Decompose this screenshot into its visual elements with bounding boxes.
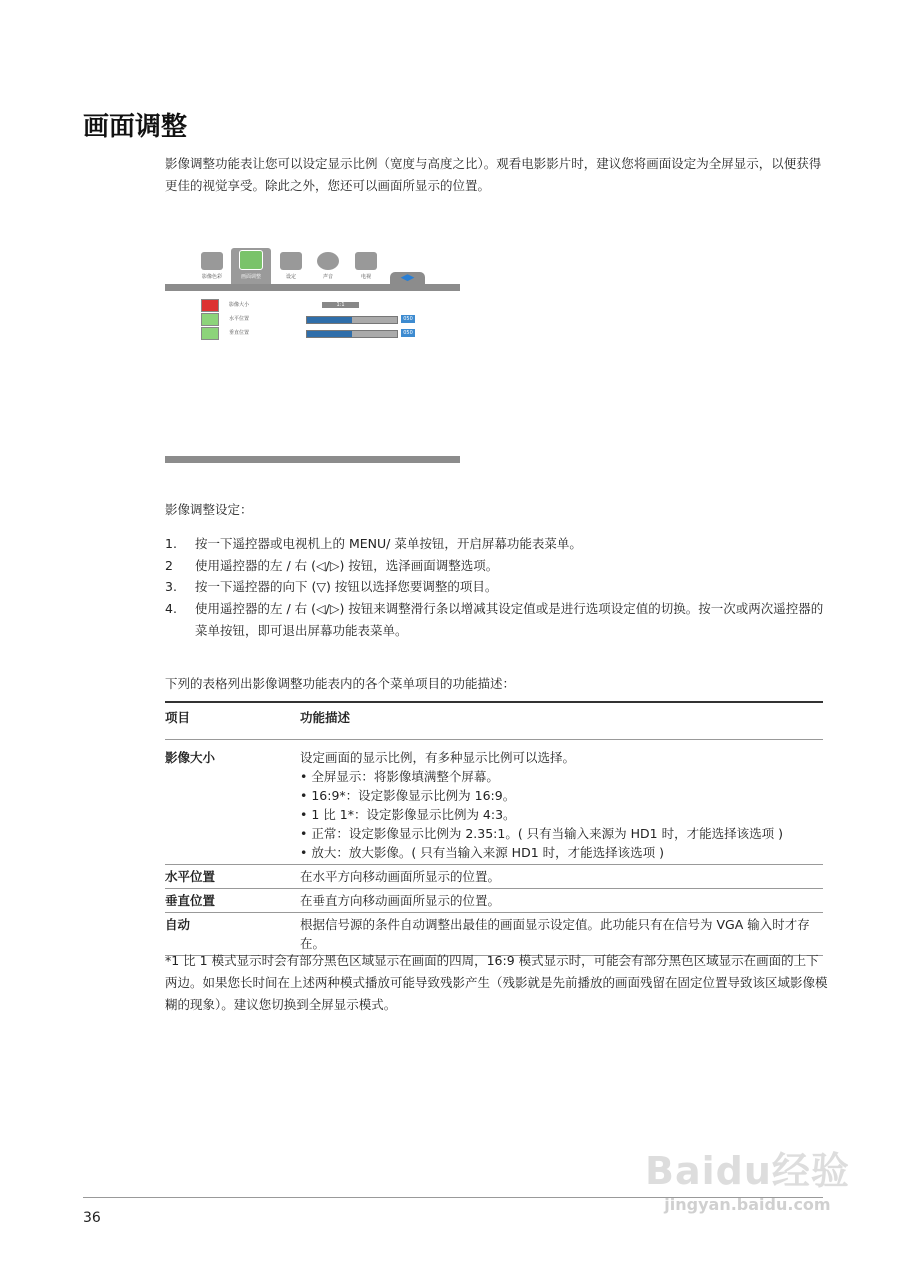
- menu-bar: [165, 284, 460, 291]
- h-position-icon: [201, 313, 219, 326]
- osd-menu-illustration: 影像色彩 画面调整 设定 声音 电视 ◀▶ 影像大小 1:1 水平位置 050 垂直位置 050: [165, 245, 460, 467]
- nav-arrows-icon: ◀▶: [390, 272, 425, 285]
- description-cell: [300, 865, 823, 889]
- manual-page: 画面调整 影像调整功能表让您可以设定显示比例（宽度与高度之比）。观看电影影片时，建议您将画面设定为全屏显示，以便获得更佳的视觉享受。除此之外，您还可以画面所显示的位置。 影像色彩 画面调整 设定 声音 电视 ◀▶ 影像大小 1:1 水平位置 050 垂直位置 050 影像调整设定： 1. 按一下遥控器或电视机上的 MENU/ 菜单按钮，开启屏幕功能表菜单。 2 使用遥控器的左 / 右 (◁/▷) 按钮，选泽画面调整选项。 3. 按一下遥控器的向下 (▽) 按钮以选择您要调整的项目。 4. 使用遥控器的左 / 右 (◁/▷) 按钮来调整滑行条以增减其设定值或是进行选项设定值的切换。按一次或两次遥控器的菜单按钮，即可退出屏幕功能表菜单。 下列的表格列出影像调整功能表内的各个菜单项目的功能描述： 项目 功能描述 影像大小 设定画面的显示比例，有多种显示比例可以选择。 • 全屏显示：将影像填满整个屏幕。 • 16:9*：设定影像显示比例为 16:9。 • 1 比 1*：设定影像显示比例为 4:3。 • 正常：设定影像显示比例为 2.35:1。( 只有当输入来源为 HD1 时，才能选择该选项 ) • 放大：放大影像。( 只有当输入来源 HD1 时，才能选择该选项 ) 水平位置 在水平方向移动画面所显示的位置。 垂直位置 在垂直方向移动画面所显示的位置。 自动 根据信号源的条件自动调整出最佳的画面显示设定值。此功能只有在信号为 VGA 输入时才存在。 *1 比 1 模式显示时会有部分黑色区域显示在画面的四周，16:9 模式显示时，可能会有部分黑色区域显示在画面的上下两边。如果您长时间在上述两种模式播放可能导致残影产生（残影就是先前播放的画面残留在固定位置导致该区域影像模糊的现象）。建议您切换到全屏显示模式。 36 Baidu经验 jingyan.baidu.com: [0, 0, 905, 1280]
- description-line: • 正常：设定影像显示比例为 2.35:1。( 只有当输入来源为 HD1 时，才能选择该选项 ): [300, 826, 783, 841]
- description-cell: [300, 889, 823, 913]
- tab-picture-color: 影像色彩: [192, 250, 232, 286]
- column-header-description: 功能描述: [300, 702, 823, 740]
- description-line: 根据信号源的条件自动调整出最佳的画面显示设定值。此功能只有在信号为 VGA 输入时才存在。: [300, 917, 810, 951]
- table-row: [165, 740, 823, 865]
- wrench-icon: [280, 252, 302, 270]
- antenna-tv-icon: [355, 252, 377, 270]
- v-position-icon: [201, 327, 219, 340]
- table-row: [165, 865, 823, 889]
- description-line: • 16:9*：设定影像显示比例为 16:9。: [300, 788, 516, 803]
- menu-bottom-bar: [165, 456, 460, 463]
- description-cell: [300, 740, 823, 865]
- item-cell: 水平位置: [165, 865, 300, 889]
- image-size-icon: [201, 299, 219, 312]
- description-line: 在垂直方向移动画面所显示的位置。: [300, 893, 501, 908]
- description-line: 设定画面的显示比例，有多种显示比例可以选择。: [300, 750, 576, 765]
- column-header-item: 项目: [165, 702, 300, 740]
- baidu-watermark: Baidu经验 jingyan.baidu.com: [645, 1149, 850, 1214]
- steps-heading: 影像调整设定：: [165, 502, 253, 517]
- table-intro: 下列的表格列出影像调整功能表内的各个菜单项目的功能描述：: [165, 676, 516, 691]
- tab-tv: 电视: [346, 250, 386, 286]
- description-line: • 全屏显示：将影像填满整个屏幕。: [300, 769, 499, 784]
- screen-adjust-icon: [239, 250, 263, 270]
- tab-settings: 设定: [271, 250, 311, 286]
- intro-paragraph: 影像调整功能表让您可以设定显示比例（宽度与高度之比）。观看电影影片时，建议您将画面设定为全屏显示，以便获得更佳的视觉享受。除此之外，您还可以画面所显示的位置。: [165, 156, 822, 193]
- page-number: 36: [83, 1210, 101, 1226]
- speaker-icon: [317, 252, 339, 270]
- tv-icon: [201, 252, 223, 270]
- image-size-value: 1:1: [322, 302, 359, 308]
- page-title: 画面调整: [83, 112, 188, 142]
- h-position-slider: [306, 316, 398, 324]
- v-position-slider: [306, 330, 398, 338]
- table-row: [165, 889, 823, 913]
- tab-sound: 声音: [308, 250, 348, 286]
- item-cell: 影像大小: [165, 740, 300, 865]
- item-cell: 垂直位置: [165, 889, 300, 913]
- footnote: *1 比 1 模式显示时会有部分黑色区域显示在画面的四周，16:9 模式显示时，可能会有部分黑色区域显示在画面的上下两边。如果您长时间在上述两种模式播放可能导致残影产生（残影就是先前播放的画面残留在固定位置导致该区域影像模糊的现象）。建议您切换到全屏显示模式。: [165, 953, 828, 1012]
- description-line: • 1 比 1*：设定影像显示比例为 4:3。: [300, 807, 516, 822]
- description-line: 在水平方向移动画面所显示的位置。: [300, 869, 501, 884]
- item-cell: 自动: [165, 913, 300, 956]
- function-table: [165, 701, 823, 956]
- tab-screen-adjust: 画面调整: [231, 248, 271, 288]
- description-line: • 放大：放大影像。( 只有当输入来源 HD1 时，才能选择该选项 ): [300, 845, 664, 860]
